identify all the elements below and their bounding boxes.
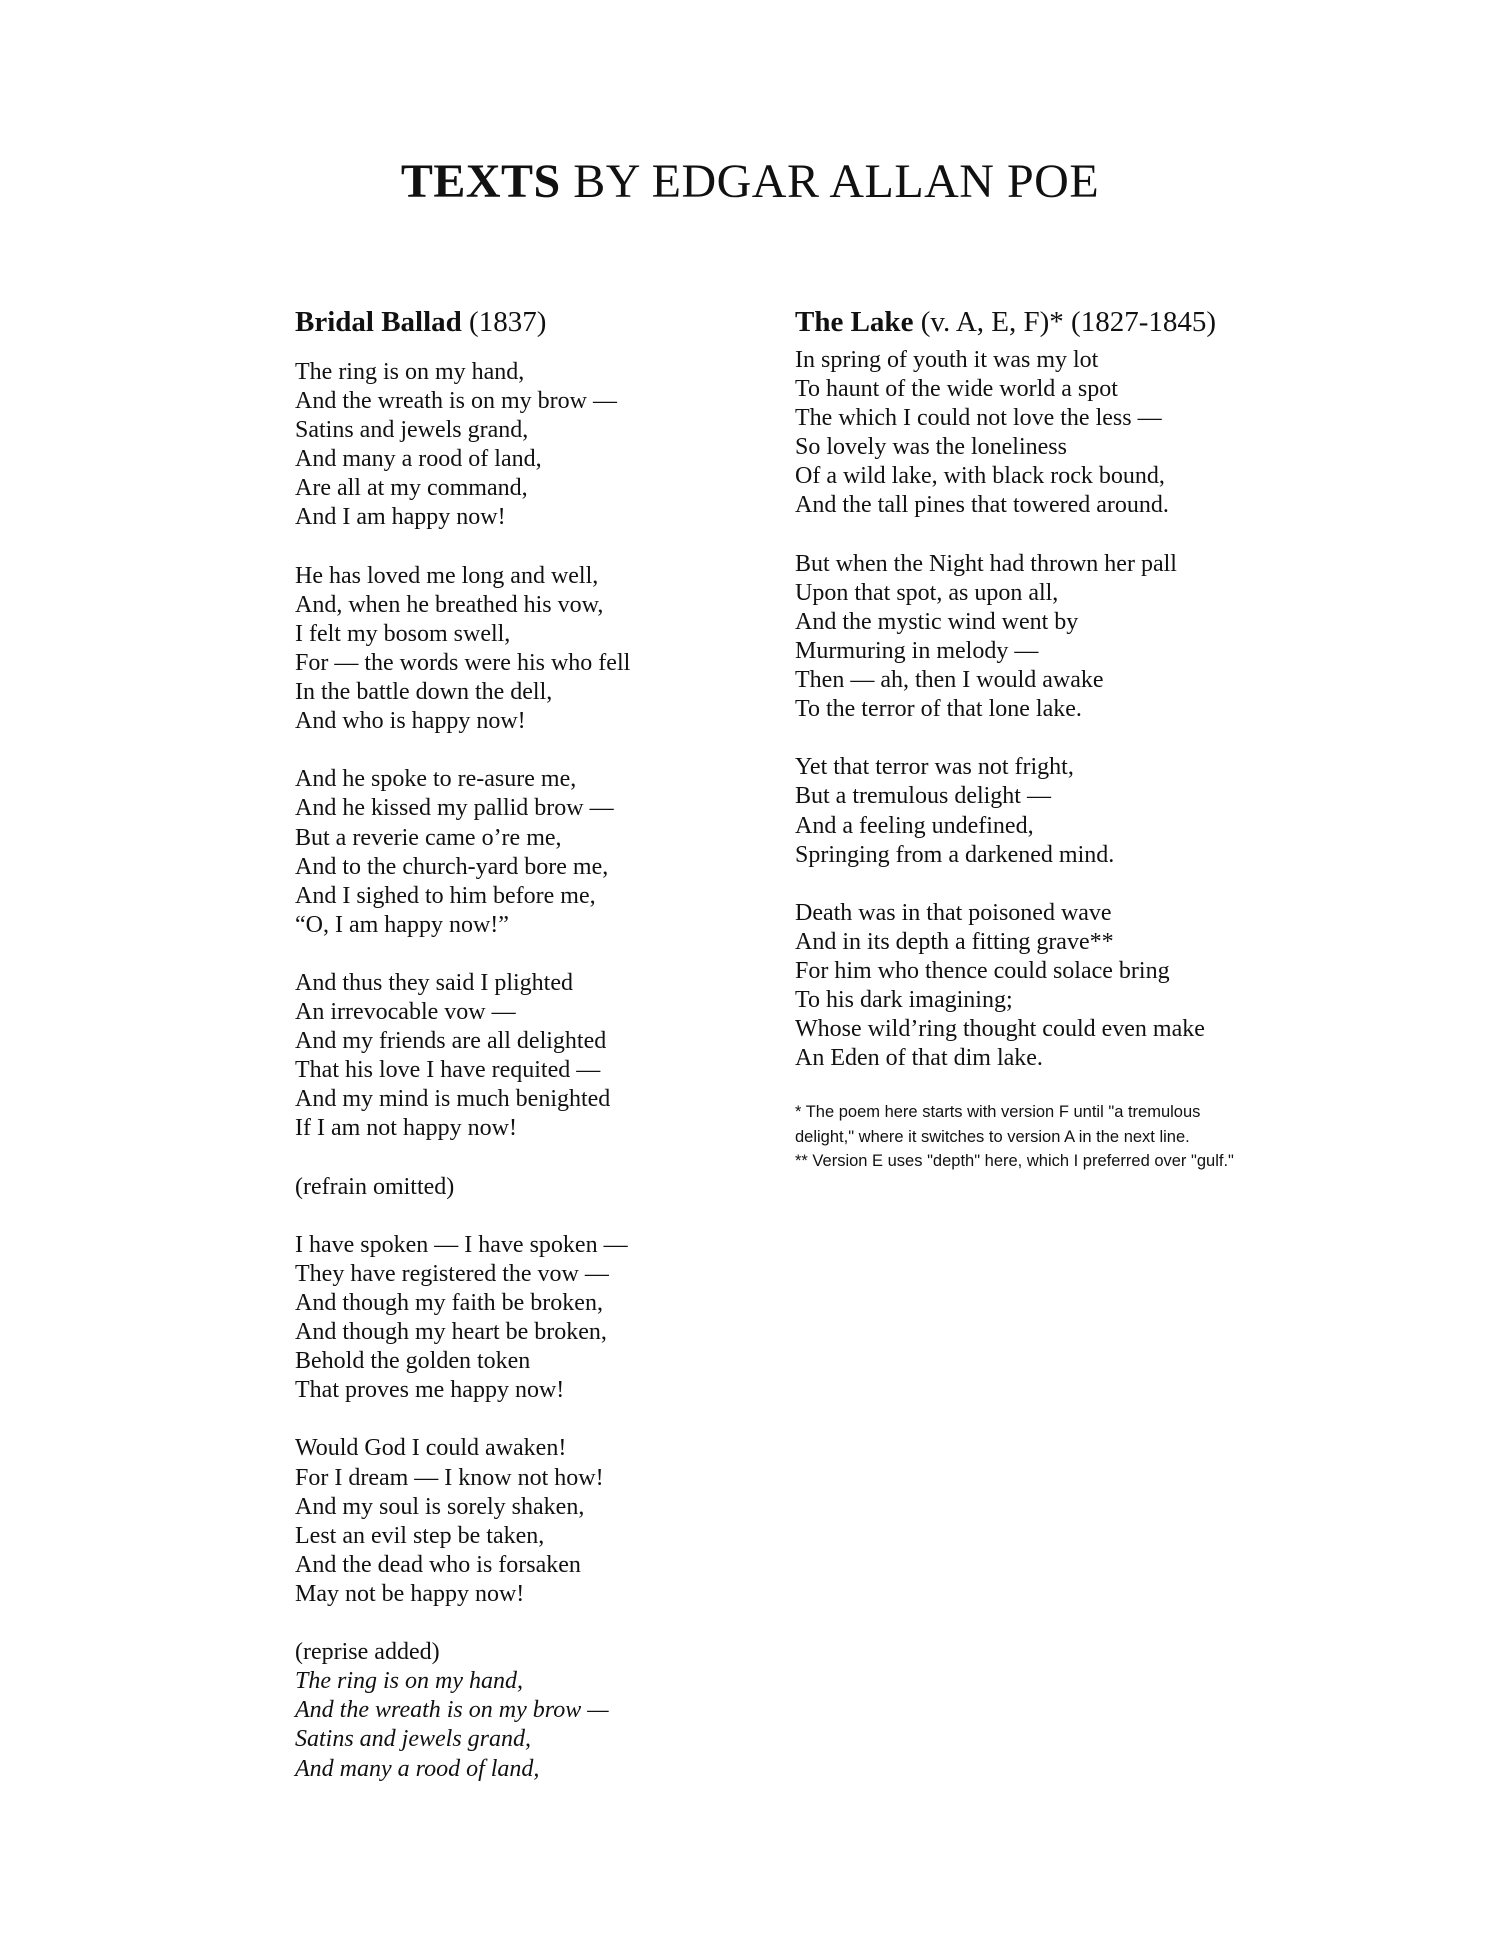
poem-line: To the terror of that lone lake. [795, 696, 1082, 723]
poem-line: I have spoken — I have spoken — [295, 1231, 628, 1258]
poem-line: And a feeling undefined, [795, 812, 1034, 839]
poem-line: Satins and jewels grand, [295, 417, 529, 444]
poem-line: Then — ah, then I would awake [795, 667, 1104, 694]
poem-body [795, 346, 1275, 1073]
poem-line: Are all at my command, [295, 475, 528, 502]
poem-line: Springing from a darkened mind. [795, 841, 1115, 868]
poem-line: For I dream — I know not how! [295, 1464, 604, 1491]
poem-line: And my soul is sorely shaken, [295, 1493, 585, 1520]
footnotes [795, 1100, 1275, 1174]
poem-title-name: Bridal Ballad [295, 306, 462, 338]
poem-line: Satins and jewels grand, [295, 1726, 532, 1753]
footnote-line: * The poem here starts with version F until "a tremulous [795, 1103, 1201, 1122]
poem-line: For — the words were his who fell [295, 649, 631, 676]
poem-line: In the battle down the dell, [295, 679, 553, 706]
page-title-rest: BY EDGAR ALLAN POE [560, 155, 1100, 208]
poem-line: And the tall pines that towered around. [795, 492, 1169, 519]
poem-line: And who is happy now! [295, 708, 526, 735]
poem-line: Upon that spot, as upon all, [795, 579, 1059, 606]
poem-title-date: (v. A, E, F)* (1827-1845) [913, 306, 1217, 338]
poem-title-date: (1837) [461, 306, 547, 338]
page-title-bold: TEXTS [400, 155, 561, 208]
poem-line: And, when he breathed his vow, [295, 591, 604, 618]
poem-line: An irrevocable vow — [295, 999, 516, 1026]
poem-line: If I am not happy now! [295, 1115, 517, 1142]
poem-line: Would God I could awaken! [295, 1435, 567, 1462]
poem-line: And many a rood of land, [295, 446, 542, 473]
poem-title [795, 298, 1275, 346]
poem-line: And thus they said I plighted [295, 969, 573, 996]
poem-line: And many a rood of land, [295, 1755, 540, 1782]
poem-line: And my mind is much benighted [295, 1086, 611, 1113]
poem-line: And in its depth a fitting grave** [795, 928, 1114, 955]
poem-line: But a tremulous delight — [795, 783, 1051, 810]
page-title [0, 152, 1500, 212]
poem-line: Yet that terror was not fright, [795, 754, 1074, 781]
reprise-lines [295, 1667, 715, 1783]
poem-line: An Eden of that dim lake. [795, 1045, 1043, 1072]
poem-line: In spring of youth it was my lot [795, 347, 1099, 373]
stanza [295, 1231, 715, 1406]
poem-title-name: The Lake [795, 306, 914, 338]
poem-line: Lest an evil step be taken, [295, 1522, 545, 1549]
poem-line: The which I could not love the less — [795, 405, 1162, 432]
poem-line: So lovely was the loneliness [795, 434, 1067, 461]
stanza [295, 765, 715, 940]
poem-line: And he kissed my pallid brow — [295, 795, 614, 822]
poem-line: And the wreath is on my brow — [295, 1697, 609, 1724]
poem-line: And my friends are all delighted [295, 1028, 607, 1055]
stanza [795, 753, 1275, 869]
poem-line: Whose wild’ring thought could even make [795, 1016, 1205, 1043]
stanza [295, 1173, 715, 1202]
poem-line: For him who thence could solace bring [795, 957, 1170, 984]
poem-line: But when the Night had thrown her pall [795, 550, 1177, 577]
stanza [295, 358, 715, 533]
stanza [295, 562, 715, 737]
stanza [295, 1434, 715, 1609]
poem-line: The ring is on my hand, [295, 359, 525, 385]
poem-line: I felt my bosom swell, [295, 620, 511, 647]
stanza [795, 550, 1275, 725]
poem-line: And the dead who is forsaken [295, 1551, 581, 1578]
poem-line: Death was in that poisoned wave [795, 899, 1112, 926]
poem-line: And though my heart be broken, [295, 1319, 607, 1346]
reprise-section [295, 1638, 715, 1783]
poem-line: “O, I am happy now!” [295, 911, 509, 938]
poem-line: (refrain omitted) [295, 1173, 455, 1200]
poem-line: That his love I have requited — [295, 1057, 601, 1084]
poem-line: They have registered the vow — [295, 1260, 609, 1287]
reprise-label: (reprise added) [295, 1639, 440, 1666]
poem-line: To haunt of the wide world a spot [795, 376, 1118, 403]
poem-line: That proves me happy now! [295, 1377, 565, 1404]
poem-line: But a reverie came o’re me, [295, 824, 562, 851]
poem-line: Murmuring in melody — [795, 637, 1039, 664]
poem-line: Of a wild lake, with black rock bound, [795, 463, 1165, 490]
stanza [295, 969, 715, 1144]
poem-line: And though my faith be broken, [295, 1290, 603, 1316]
poem-line: He has loved me long and well, [295, 562, 599, 589]
footnote-line: delight," where it switches to version A in the next line. [795, 1127, 1190, 1146]
stanza [795, 346, 1275, 521]
poem-line: May not be happy now! [295, 1580, 525, 1607]
poem-the-lake [795, 298, 1275, 1174]
stanza [795, 899, 1275, 1074]
poem-bridal-ballad [295, 298, 715, 1784]
poem-line: And the wreath is on my brow — [295, 388, 617, 415]
poem-line: The ring is on my hand, [295, 1668, 523, 1695]
poem-line: And I sighed to him before me, [295, 882, 596, 909]
poem-title [295, 298, 715, 346]
poem-line: To his dark imagining; [795, 987, 1013, 1014]
poem-line: Behold the golden token [295, 1348, 531, 1375]
footnote-line: ** Version E uses "depth" here, which I preferred over "gulf." [795, 1152, 1234, 1171]
poem-line: And he spoke to re-asure me, [295, 766, 577, 793]
poem-line: And I am happy now! [295, 504, 506, 531]
poem-line: And to the church-yard bore me, [295, 853, 609, 880]
poem-line: And the mystic wind went by [795, 608, 1079, 635]
poem-body [295, 358, 715, 1609]
